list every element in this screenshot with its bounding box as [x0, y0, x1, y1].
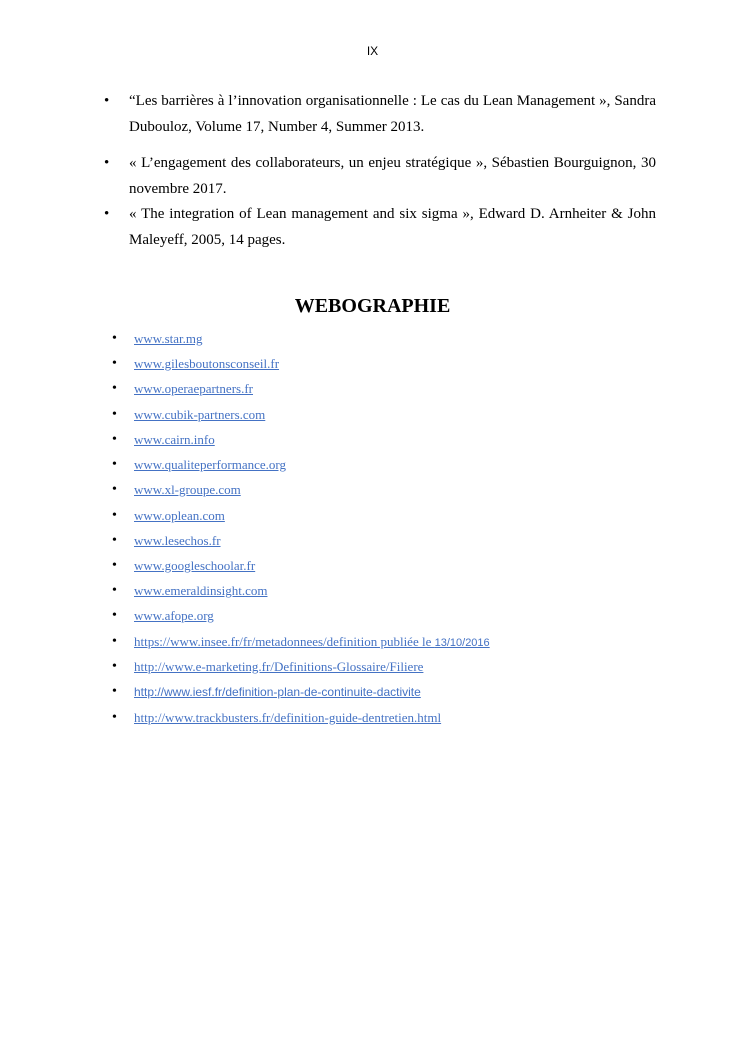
bullet-icon: • — [112, 381, 117, 396]
web-link[interactable]: www.googleschoolar.fr — [134, 558, 256, 573]
web-link[interactable]: www.cairn.info — [134, 432, 215, 447]
list-item — [0, 580, 745, 602]
bullet-icon: • — [112, 659, 117, 674]
bullet-icon: • — [112, 608, 117, 623]
web-link-text: https://www.insee.fr/fr/metadonnees/definition publiée le — [134, 634, 435, 649]
bullet-icon: • — [112, 558, 117, 573]
bullet-icon: • — [112, 583, 117, 598]
list-item — [0, 328, 745, 350]
list-item — [0, 631, 745, 653]
list-item — [0, 429, 745, 451]
list-item — [0, 530, 745, 552]
list-item — [0, 479, 745, 501]
bullet-icon: • — [104, 206, 110, 222]
web-link[interactable]: http://www.iesf.fr/definition-plan-de-continuite-dactivite — [134, 685, 421, 699]
bullet-icon: • — [112, 356, 117, 371]
bullet-icon: • — [112, 457, 117, 472]
bullet-icon: • — [112, 710, 117, 725]
bullet-icon: • — [112, 508, 117, 523]
bullet-icon: • — [112, 634, 117, 649]
bullet-icon: • — [112, 533, 117, 548]
list-item — [0, 378, 745, 400]
web-link[interactable]: www.operaepartners.fr — [134, 381, 253, 396]
webographie-title: WEBOGRAPHIE — [294, 295, 451, 317]
web-link[interactable]: www.xl-groupe.com — [134, 482, 241, 497]
web-link[interactable]: www.gilesboutonsconseil.fr — [134, 356, 280, 371]
bullet-icon: • — [104, 155, 110, 171]
list-item — [0, 681, 745, 703]
web-link[interactable]: www.cubik-partners.com — [134, 407, 266, 422]
bullet-icon: • — [112, 432, 117, 447]
bullet-icon: • — [112, 684, 117, 699]
web-link-date: 13/10/2016 — [434, 637, 490, 649]
list-item — [0, 404, 745, 426]
list-item — [0, 605, 745, 627]
bullet-icon: • — [112, 482, 117, 497]
bullet-icon: • — [104, 93, 110, 109]
list-item — [0, 656, 745, 678]
web-link[interactable]: www.afope.org — [134, 608, 214, 623]
list-item — [0, 454, 745, 476]
list-item — [0, 353, 745, 375]
bibliography-text: « The integration of Lean management and six sigma », Edward D. Arnheiter & John Maleyeff, 2005, 14 pages. — [129, 206, 656, 248]
bullet-icon: • — [112, 407, 117, 422]
list-item — [0, 707, 745, 729]
web-link[interactable]: http://www.e-marketing.fr/Definitions-Glossaire/Filiere — [134, 659, 424, 674]
web-link[interactable]: www.emeraldinsight.com — [134, 583, 268, 598]
bibliography-text: « L’engagement des collaborateurs, un enjeu stratégique », Sébastien Bourguignon, 30 novembre 2017. — [129, 155, 656, 197]
bibliography-text: “Les barrières à l’innovation organisationnelle : Le cas du Lean Management », Sandra Dubouloz, Volume 17, Number 4, Summer 2013. — [129, 93, 656, 135]
web-link[interactable]: www.oplean.com — [134, 508, 225, 523]
list-item — [0, 505, 745, 527]
web-link[interactable]: www.qualiteperformance.org — [134, 457, 286, 472]
list-item — [0, 555, 745, 577]
web-link[interactable]: http://www.trackbusters.fr/definition-guide-dentretien.html — [134, 710, 442, 725]
web-link[interactable] — [134, 631, 490, 654]
bullet-icon: • — [112, 331, 117, 346]
page-number: IX — [366, 44, 379, 58]
web-link[interactable]: www.star.mg — [134, 331, 203, 346]
web-link[interactable]: www.lesechos.fr — [134, 533, 221, 548]
